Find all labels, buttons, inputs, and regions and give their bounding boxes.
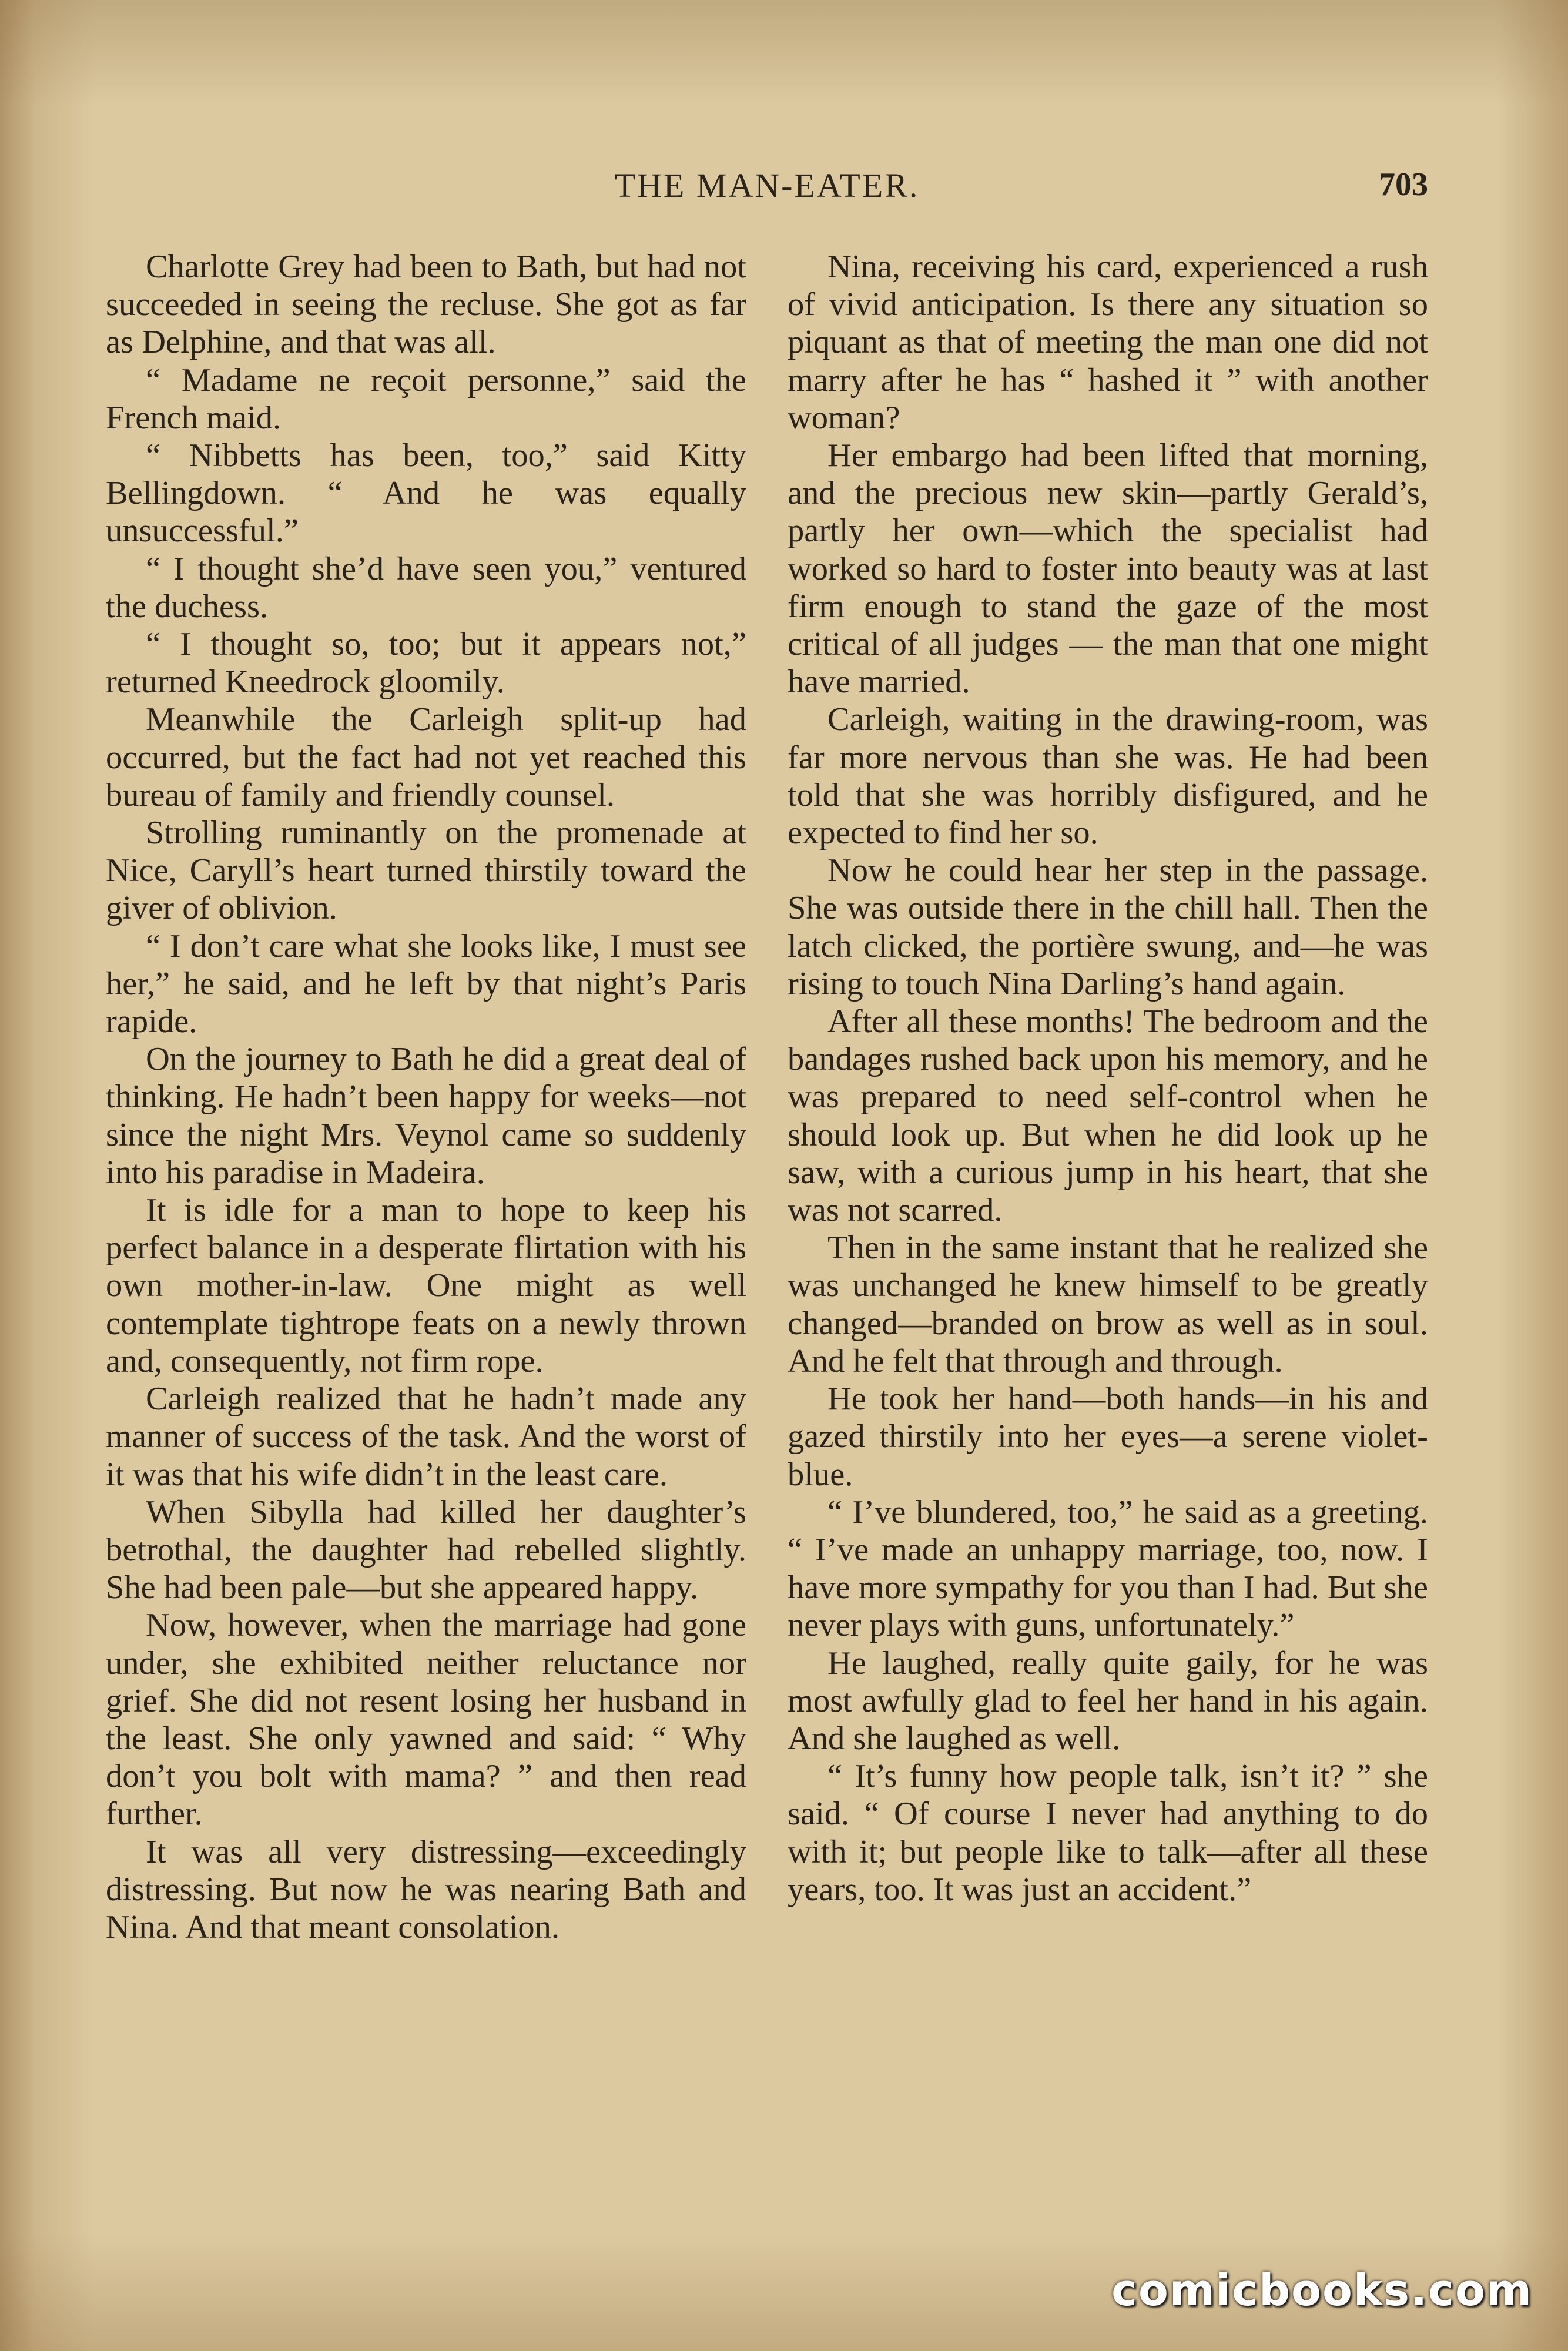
- paragraph: Carleigh realized that he hadn’t made any manner of success of the task. And the worst of it was that his wife didn’t in the least care.: [106, 1381, 746, 1493]
- paragraph: “ I thought she’d have seen you,” ventured the duchess.: [106, 550, 746, 625]
- paragraph: Carleigh, waiting in the drawing-room, was far more nervous than she was. He had been told that she was horribly disfigured, and he expected to find her so.: [788, 701, 1428, 852]
- site-watermark: comicbooks.com: [1111, 2265, 1533, 2316]
- paragraph: “ I’ve blundered, too,” he said as a greeting. “ I’ve made an unhappy marriage, too, now. I have more sympathy for you than I had. But she never plays with guns, unfortunately.”: [788, 1493, 1428, 1644]
- left-column: [106, 248, 746, 1946]
- paragraph: Strolling ruminantly on the promenade at Nice, Caryll’s heart turned thirstily toward the giver of oblivion.: [106, 815, 746, 927]
- paragraph: On the journey to Bath he did a great deal of thinking. He hadn’t been happy for weeks—not since the night Mrs. Veynol came so suddenly into his paradise in Madeira.: [106, 1041, 746, 1191]
- paragraph: He laughed, really quite gaily, for he was most awfully glad to feel her hand in his again. And she laughed as well.: [788, 1645, 1428, 1757]
- paragraph: “ It’s funny how people talk, isn’t it? ” she said. “ Of course I never had anything to do with it; but people like to talk—after all these years, too. It was just an accident.”: [788, 1758, 1428, 1908]
- paragraph: “ Madame ne reçoit personne,” said the French maid.: [106, 361, 746, 436]
- paragraph: Charlotte Grey had been to Bath, but had not succeeded in seeing the recluse. She got as far as Delphine, and that was all.: [106, 249, 746, 361]
- right-column: [788, 248, 1428, 1908]
- paragraph: “ I don’t care what she looks like, I must see her,” he said, and he left by that night’s Paris rapide.: [106, 927, 746, 1040]
- paragraph: It was all very distressing—exceedingly distressing. But now he was nearing Bath and Nina. And that meant consolation.: [106, 1833, 746, 1945]
- paragraph: Now he could hear her step in the passage. She was outside there in the chill hall. Then the latch clicked, the portière swung, and—he was rising to touch Nina Darling’s hand again.: [788, 852, 1428, 1002]
- paragraph: Her embargo had been lifted that morning, and the precious new skin—partly Gerald’s, partly her own—which the specialist had worked so hard to foster into beauty was at last firm enough to stand the gaze of the most critical of all judges — the man that one might have married.: [788, 437, 1428, 701]
- paragraph: Meanwhile the Carleigh split-up had occurred, but the fact had not yet reached this bureau of family and friendly counsel.: [106, 701, 746, 813]
- paragraph: It is idle for a man to hope to keep his perfect balance in a desperate flirtation with his own mother-in-law. One might as well contemplate tightrope feats on a newly thrown and, consequently, not firm rope.: [106, 1192, 746, 1379]
- paragraph: Then in the same instant that he realized she was unchanged he knew himself to be greatly changed—branded on brow as well as in soul. And he felt that through and through.: [788, 1230, 1428, 1379]
- page-number: 703: [1379, 166, 1428, 203]
- page-header: [106, 166, 1428, 225]
- paragraph: “ I thought so, too; but it appears not,” returned Kneedrock gloomily.: [106, 626, 746, 701]
- paragraph: He took her hand—both hands—in his and gazed thirstily into her eyes—a serene violet-blue.: [788, 1381, 1428, 1493]
- paragraph: “ Nibbetts has been, too,” said Kitty Bellingdown. “ And he was equally unsuccessful.”: [106, 437, 746, 550]
- running-head: THE MAN-EATER.: [614, 166, 920, 205]
- paragraph: Now, however, when the marriage had gone under, she exhibited neither reluctance nor grief. She did not resent losing her husband in the least. She only yawned and said: “ Why don’t you bolt with mama? ” and then read further.: [106, 1607, 746, 1833]
- paragraph: Nina, receiving his card, experienced a rush of vivid anticipation. Is there any situation so piquant as that of meeting the man one did not marry after he has “ hashed it ” with another woman?: [788, 249, 1428, 436]
- paragraph: After all these months! The bedroom and the bandages rushed back upon his memory, and he was prepared to need self-control when he should look up. But when he did look up he saw, with a curious jump in his heart, that she was not scarred.: [788, 1003, 1428, 1229]
- paragraph: When Sibylla had killed her daughter’s betrothal, the daughter had rebelled slightly. She had been pale—but she appeared happy.: [106, 1493, 746, 1606]
